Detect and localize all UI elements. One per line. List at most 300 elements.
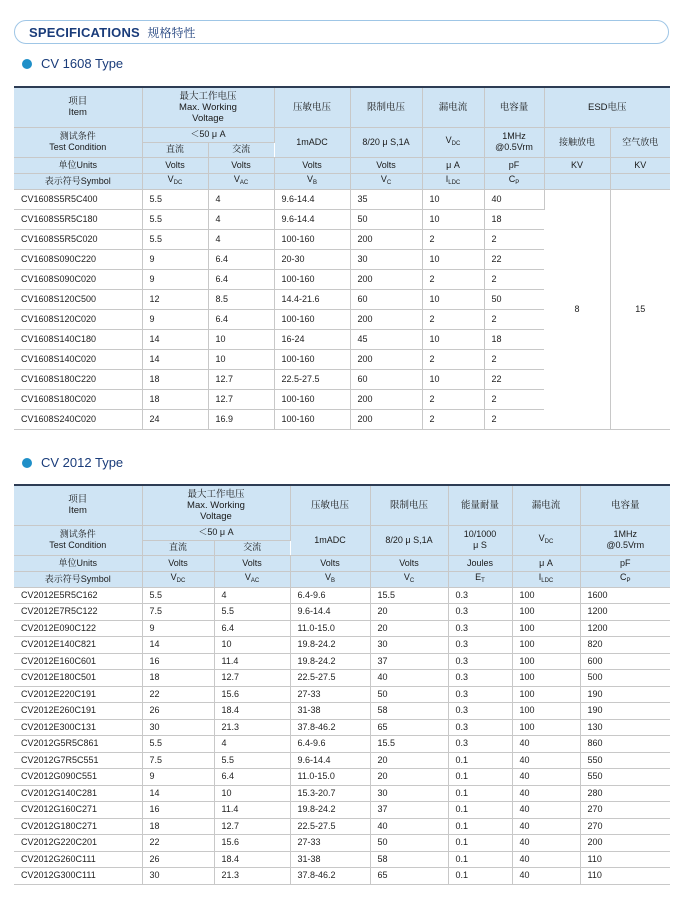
unit-cell: pF <box>580 555 670 571</box>
value-cell: 10 <box>422 249 484 269</box>
value-cell: 2 <box>422 389 484 409</box>
leakage-current-header: 漏电流 <box>422 87 484 127</box>
value-cell: 2 <box>484 309 544 329</box>
capacitance-header: 电容量 <box>580 485 670 525</box>
part-number-cell: CV1608S090C220 <box>14 249 142 269</box>
value-cell: 9 <box>142 769 214 786</box>
value-cell: 15.6 <box>214 686 290 703</box>
value-cell: 40 <box>512 818 580 835</box>
part-number-cell: CV1608S140C020 <box>14 349 142 369</box>
value-cell: 0.3 <box>448 653 512 670</box>
value-cell: 22 <box>142 835 214 852</box>
value-cell: 600 <box>580 653 670 670</box>
value-cell: 16-24 <box>274 329 350 349</box>
varistor-condition: 1mADC <box>290 525 370 555</box>
value-cell: 110 <box>580 868 670 885</box>
table-row <box>14 835 670 852</box>
value-cell: 7.5 <box>142 752 214 769</box>
table-row <box>14 670 670 687</box>
value-cell: 0.1 <box>448 785 512 802</box>
varistor-voltage-header: 压敏电压 <box>274 87 350 127</box>
value-cell: 4 <box>208 189 274 209</box>
value-cell: 200 <box>350 349 422 369</box>
value-cell: 26 <box>142 703 214 720</box>
clamping-voltage-header: 限制电压 <box>350 87 422 127</box>
value-cell: 10 <box>208 329 274 349</box>
symbol-cell <box>610 173 670 189</box>
value-cell: 1200 <box>580 620 670 637</box>
value-cell: 40 <box>512 802 580 819</box>
value-cell: 14 <box>142 637 214 654</box>
unit-cell: Volts <box>290 555 370 571</box>
table-row <box>14 587 670 604</box>
value-cell: 9.6-14.4 <box>290 752 370 769</box>
symbol-cell: $V_C$ <box>350 173 422 189</box>
unit-cell: Joules <box>448 555 512 571</box>
value-cell: 45 <box>350 329 422 349</box>
value-cell: 0.1 <box>448 769 512 786</box>
value-cell: 14 <box>142 785 214 802</box>
value-cell: 40 <box>370 670 448 687</box>
value-cell: 2 <box>484 349 544 369</box>
value-cell: 18 <box>142 369 208 389</box>
section-title-cv2012: CV 2012 Type <box>41 455 124 470</box>
value-cell: 18 <box>484 329 544 349</box>
value-cell: 100 <box>512 637 580 654</box>
value-cell: 10 <box>422 369 484 389</box>
part-number-cell: CV1608S120C500 <box>14 289 142 309</box>
part-number-cell: CV2012G300C111 <box>14 868 142 885</box>
part-number-cell: CV2012G160C271 <box>14 802 142 819</box>
value-cell: 40 <box>484 189 544 209</box>
section-title-cv1608: CV 1608 Type <box>41 56 124 71</box>
table-row <box>14 703 670 720</box>
symbol-cell: $I_{LDC}$ <box>512 571 580 587</box>
value-cell: 40 <box>512 851 580 868</box>
value-cell: 2 <box>484 269 544 289</box>
value-cell: 100 <box>512 670 580 687</box>
value-cell: 4 <box>208 209 274 229</box>
value-cell: 12.7 <box>214 670 290 687</box>
value-cell: 1600 <box>580 587 670 604</box>
value-cell: 26 <box>142 851 214 868</box>
value-cell: 4 <box>214 736 290 753</box>
part-number-cell: CV2012E260C191 <box>14 703 142 720</box>
value-cell: 30 <box>370 785 448 802</box>
value-cell: 30 <box>350 249 422 269</box>
value-cell: 550 <box>580 769 670 786</box>
value-cell: 190 <box>580 703 670 720</box>
symbol-cell: $V_{DC}$ <box>142 571 214 587</box>
value-cell: 15.5 <box>370 587 448 604</box>
part-number-cell: CV2012E140C821 <box>14 637 142 654</box>
clamping-voltage-header: 限制电压 <box>370 485 448 525</box>
unit-cell: μ A <box>422 157 484 173</box>
value-cell: 5.5 <box>142 209 208 229</box>
value-cell: 10 <box>422 189 484 209</box>
value-cell: 12.7 <box>208 369 274 389</box>
value-cell: 30 <box>142 868 214 885</box>
value-cell: 2 <box>422 409 484 429</box>
value-cell: 0.3 <box>448 736 512 753</box>
table-row <box>14 719 670 736</box>
ac-label: 交流 <box>214 540 290 555</box>
value-cell: 20-30 <box>274 249 350 269</box>
value-cell: 11.0-15.0 <box>290 769 370 786</box>
part-number-cell: CV2012E160C601 <box>14 653 142 670</box>
unit-cell: Volts <box>208 157 274 173</box>
unit-cell: Volts <box>370 555 448 571</box>
part-number-cell: CV1608S180C220 <box>14 369 142 389</box>
value-cell: 19.8-24.2 <box>290 802 370 819</box>
value-cell: 40 <box>512 752 580 769</box>
mwv-condition: ＜50 μ A <box>142 127 274 142</box>
value-cell: 14 <box>142 349 208 369</box>
value-cell: 0.3 <box>448 637 512 654</box>
value-cell: 6.4-9.6 <box>290 587 370 604</box>
part-number-cell: CV2012G140C281 <box>14 785 142 802</box>
value-cell: 9 <box>142 620 214 637</box>
part-number-cell: CV2012E220C191 <box>14 686 142 703</box>
value-cell: 10 <box>422 289 484 309</box>
value-cell: 11.4 <box>214 653 290 670</box>
part-number-cell: CV2012E7R5C122 <box>14 604 142 621</box>
value-cell: 2 <box>422 269 484 289</box>
value-cell: 270 <box>580 818 670 835</box>
value-cell: 100-160 <box>274 349 350 369</box>
value-cell: 27-33 <box>290 686 370 703</box>
unit-cell: pF <box>484 157 544 173</box>
value-cell: 5.5 <box>142 587 214 604</box>
value-cell: 10 <box>214 785 290 802</box>
value-cell: 100 <box>512 653 580 670</box>
part-number-cell: CV2012G260C111 <box>14 851 142 868</box>
esd-voltage-header: ESD电压 <box>544 87 670 127</box>
value-cell: 0.1 <box>448 868 512 885</box>
value-cell: 58 <box>370 851 448 868</box>
dc-label: 直流 <box>142 142 208 157</box>
value-cell: 2 <box>422 309 484 329</box>
value-cell: 12.7 <box>208 389 274 409</box>
value-cell: 21.3 <box>214 868 290 885</box>
value-cell: 31-38 <box>290 703 370 720</box>
value-cell: 35 <box>350 189 422 209</box>
table-row <box>14 604 670 621</box>
units-label: 单位Units <box>14 555 142 571</box>
value-cell: 20 <box>370 604 448 621</box>
part-number-cell: CV1608S120C020 <box>14 309 142 329</box>
capacitance-condition: 1MHz @0.5Vrm <box>580 525 670 555</box>
value-cell: 14.4-21.6 <box>274 289 350 309</box>
value-cell: 100-160 <box>274 269 350 289</box>
value-cell: 2 <box>484 409 544 429</box>
value-cell: 31-38 <box>290 851 370 868</box>
value-cell: 2 <box>484 229 544 249</box>
value-cell: 0.3 <box>448 686 512 703</box>
value-cell: 30 <box>142 719 214 736</box>
symbol-cell: $E_T$ <box>448 571 512 587</box>
symbol-cell: $C_P$ <box>580 571 670 587</box>
value-cell: 100 <box>512 703 580 720</box>
specifications-header-bar <box>14 20 669 44</box>
value-cell: 5.5 <box>214 752 290 769</box>
table-row <box>14 851 670 868</box>
value-cell: 200 <box>350 309 422 329</box>
symbol-cell: $V_{AC}$ <box>208 173 274 189</box>
value-cell: 50 <box>370 835 448 852</box>
mwv-condition: ＜50 μ A <box>142 525 290 540</box>
value-cell: 12.7 <box>214 818 290 835</box>
bullet-icon <box>22 458 32 468</box>
value-cell: 6.4-9.6 <box>290 736 370 753</box>
energy-condition: 10/1000 μ S <box>448 525 512 555</box>
symbol-label: 表示符号Symbol <box>14 173 142 189</box>
clamp-condition: 8/20 μ S,1A <box>350 127 422 157</box>
value-cell: 20 <box>370 752 448 769</box>
symbol-label: 表示符号Symbol <box>14 571 142 587</box>
value-cell: 50 <box>370 686 448 703</box>
value-cell: 0.3 <box>448 670 512 687</box>
cv2012-spec-table <box>14 484 670 885</box>
value-cell: 280 <box>580 785 670 802</box>
table-row <box>14 686 670 703</box>
value-cell: 11.0-15.0 <box>290 620 370 637</box>
value-cell: 7.5 <box>142 604 214 621</box>
value-cell: 0.1 <box>448 802 512 819</box>
table-row <box>14 189 670 209</box>
value-cell: 37.8-46.2 <box>290 719 370 736</box>
value-cell: 40 <box>512 835 580 852</box>
symbol-cell: $V_B$ <box>274 173 350 189</box>
value-cell: 40 <box>512 769 580 786</box>
value-cell: 550 <box>580 752 670 769</box>
value-cell: 100 <box>512 604 580 621</box>
max-working-voltage-header: 最大工作电压 Max. Working Voltage <box>142 485 290 525</box>
value-cell: 37 <box>370 653 448 670</box>
value-cell: 100 <box>512 587 580 604</box>
value-cell: 50 <box>350 209 422 229</box>
value-cell: 16.9 <box>208 409 274 429</box>
leakage-current-header: 漏电流 <box>512 485 580 525</box>
value-cell: 9 <box>142 269 208 289</box>
value-cell: 60 <box>350 369 422 389</box>
table-row <box>14 785 670 802</box>
capacitance-header: 电容量 <box>484 87 544 127</box>
value-cell: 0.1 <box>448 818 512 835</box>
part-number-cell: CV2012G5R5C861 <box>14 736 142 753</box>
value-cell: 5.5 <box>142 229 208 249</box>
part-number-cell: CV1608S090C020 <box>14 269 142 289</box>
value-cell: 5.5 <box>214 604 290 621</box>
value-cell: 200 <box>350 229 422 249</box>
specifications-title <box>29 24 196 41</box>
part-number-cell: CV1608S180C020 <box>14 389 142 409</box>
value-cell: 22 <box>484 249 544 269</box>
item-header: 项目 Item <box>14 485 142 525</box>
value-cell: 200 <box>350 269 422 289</box>
value-cell: 37.8-46.2 <box>290 868 370 885</box>
value-cell: 65 <box>370 868 448 885</box>
air-discharge-label: 空气放电 <box>610 127 670 157</box>
part-number-cell: CV2012G090C551 <box>14 769 142 786</box>
value-cell: 60 <box>350 289 422 309</box>
value-cell: 14 <box>142 329 208 349</box>
value-cell: 5.5 <box>142 189 208 209</box>
value-cell: 6.4 <box>214 769 290 786</box>
leakage-condition: $V_{DC}$ <box>512 525 580 555</box>
table-row <box>14 802 670 819</box>
value-cell: 200 <box>580 835 670 852</box>
table-row <box>14 653 670 670</box>
value-cell: 9 <box>142 309 208 329</box>
value-cell: 0.3 <box>448 604 512 621</box>
part-number-cell: CV1608S5R5C180 <box>14 209 142 229</box>
clamp-condition: 8/20 μ S,1A <box>370 525 448 555</box>
value-cell: 18 <box>142 818 214 835</box>
section-cv1608-heading <box>22 56 123 71</box>
value-cell: 1200 <box>580 604 670 621</box>
symbol-cell: $V_{DC}$ <box>142 173 208 189</box>
value-cell: 37 <box>370 802 448 819</box>
esd-contact-value: 8 <box>544 189 610 429</box>
value-cell: 0.1 <box>448 752 512 769</box>
part-number-cell: CV2012E180C501 <box>14 670 142 687</box>
table-row <box>14 818 670 835</box>
value-cell: 30 <box>370 637 448 654</box>
test-condition-label: 测试条件 Test Condition <box>14 525 142 555</box>
value-cell: 15.3-20.7 <box>290 785 370 802</box>
value-cell: 2 <box>422 349 484 369</box>
value-cell: 0.1 <box>448 851 512 868</box>
value-cell: 4 <box>208 229 274 249</box>
table-row <box>14 868 670 885</box>
value-cell: 0.1 <box>448 835 512 852</box>
value-cell: 19.8-24.2 <box>290 637 370 654</box>
value-cell: 6.4 <box>208 249 274 269</box>
value-cell: 10 <box>422 209 484 229</box>
part-number-cell: CV1608S140C180 <box>14 329 142 349</box>
value-cell: 10 <box>208 349 274 369</box>
value-cell: 27-33 <box>290 835 370 852</box>
value-cell: 20 <box>370 769 448 786</box>
value-cell: 16 <box>142 802 214 819</box>
value-cell: 820 <box>580 637 670 654</box>
symbol-cell: $V_B$ <box>290 571 370 587</box>
value-cell: 0.3 <box>448 703 512 720</box>
units-label: 单位Units <box>14 157 142 173</box>
value-cell: 130 <box>580 719 670 736</box>
value-cell: 18.4 <box>214 703 290 720</box>
part-number-cell: CV2012G180C271 <box>14 818 142 835</box>
value-cell: 40 <box>512 868 580 885</box>
value-cell: 18.4 <box>214 851 290 868</box>
capacitance-condition: 1MHz @0.5Vrm <box>484 127 544 157</box>
cv1608-spec-table <box>14 86 670 430</box>
table-row <box>14 752 670 769</box>
value-cell: 110 <box>580 851 670 868</box>
ac-label: 交流 <box>208 142 274 157</box>
value-cell: 20 <box>370 620 448 637</box>
energy-rating-header: 能量耐量 <box>448 485 512 525</box>
value-cell: 22.5-27.5 <box>290 670 370 687</box>
bullet-icon <box>22 59 32 69</box>
table-row <box>14 637 670 654</box>
unit-cell: KV <box>610 157 670 173</box>
value-cell: 10 <box>214 637 290 654</box>
max-working-voltage-header: 最大工作电压 Max. Working Voltage <box>142 87 274 127</box>
contact-discharge-label: 接触放电 <box>544 127 610 157</box>
unit-cell: KV <box>544 157 610 173</box>
value-cell: 9.6-14.4 <box>274 209 350 229</box>
value-cell: 15.6 <box>214 835 290 852</box>
leakage-condition: $V_{DC}$ <box>422 127 484 157</box>
value-cell: 40 <box>512 785 580 802</box>
value-cell: 100-160 <box>274 309 350 329</box>
part-number-cell: CV2012E300C131 <box>14 719 142 736</box>
unit-cell: Volts <box>350 157 422 173</box>
unit-cell: μ A <box>512 555 580 571</box>
value-cell: 6.4 <box>208 269 274 289</box>
value-cell: 0.3 <box>448 719 512 736</box>
value-cell: 11.4 <box>214 802 290 819</box>
value-cell: 5.5 <box>142 736 214 753</box>
value-cell: 6.4 <box>214 620 290 637</box>
varistor-voltage-header: 压敏电压 <box>290 485 370 525</box>
value-cell: 50 <box>484 289 544 309</box>
unit-cell: Volts <box>214 555 290 571</box>
value-cell: 9 <box>142 249 208 269</box>
value-cell: 0.3 <box>448 620 512 637</box>
value-cell: 18 <box>484 209 544 229</box>
unit-cell: Volts <box>142 157 208 173</box>
part-number-cell: CV2012G220C201 <box>14 835 142 852</box>
value-cell: 22 <box>484 369 544 389</box>
table-row <box>14 769 670 786</box>
symbol-cell <box>544 173 610 189</box>
value-cell: 9.6-14.4 <box>274 189 350 209</box>
test-condition-label: 测试条件 Test Condition <box>14 127 142 157</box>
table-row <box>14 620 670 637</box>
value-cell: 21.3 <box>214 719 290 736</box>
part-number-cell: CV1608S5R5C400 <box>14 189 142 209</box>
value-cell: 40 <box>512 736 580 753</box>
unit-cell: Volts <box>142 555 214 571</box>
value-cell: 58 <box>370 703 448 720</box>
symbol-cell: $I_{LDC}$ <box>422 173 484 189</box>
esd-air-value: 15 <box>610 189 670 429</box>
value-cell: 9.6-14.4 <box>290 604 370 621</box>
symbol-cell: $V_C$ <box>370 571 448 587</box>
value-cell: 22.5-27.5 <box>290 818 370 835</box>
value-cell: 2 <box>422 229 484 249</box>
value-cell: 65 <box>370 719 448 736</box>
part-number-cell: CV2012E5R5C162 <box>14 587 142 604</box>
value-cell: 100-160 <box>274 389 350 409</box>
value-cell: 2 <box>484 389 544 409</box>
value-cell: 15.5 <box>370 736 448 753</box>
value-cell: 12 <box>142 289 208 309</box>
part-number-cell: CV2012G7R5C551 <box>14 752 142 769</box>
varistor-condition: 1mADC <box>274 127 350 157</box>
value-cell: 100 <box>512 620 580 637</box>
dc-label: 直流 <box>142 540 214 555</box>
value-cell: 100 <box>512 686 580 703</box>
value-cell: 40 <box>370 818 448 835</box>
value-cell: 22.5-27.5 <box>274 369 350 389</box>
value-cell: 100-160 <box>274 409 350 429</box>
value-cell: 190 <box>580 686 670 703</box>
value-cell: 6.4 <box>208 309 274 329</box>
